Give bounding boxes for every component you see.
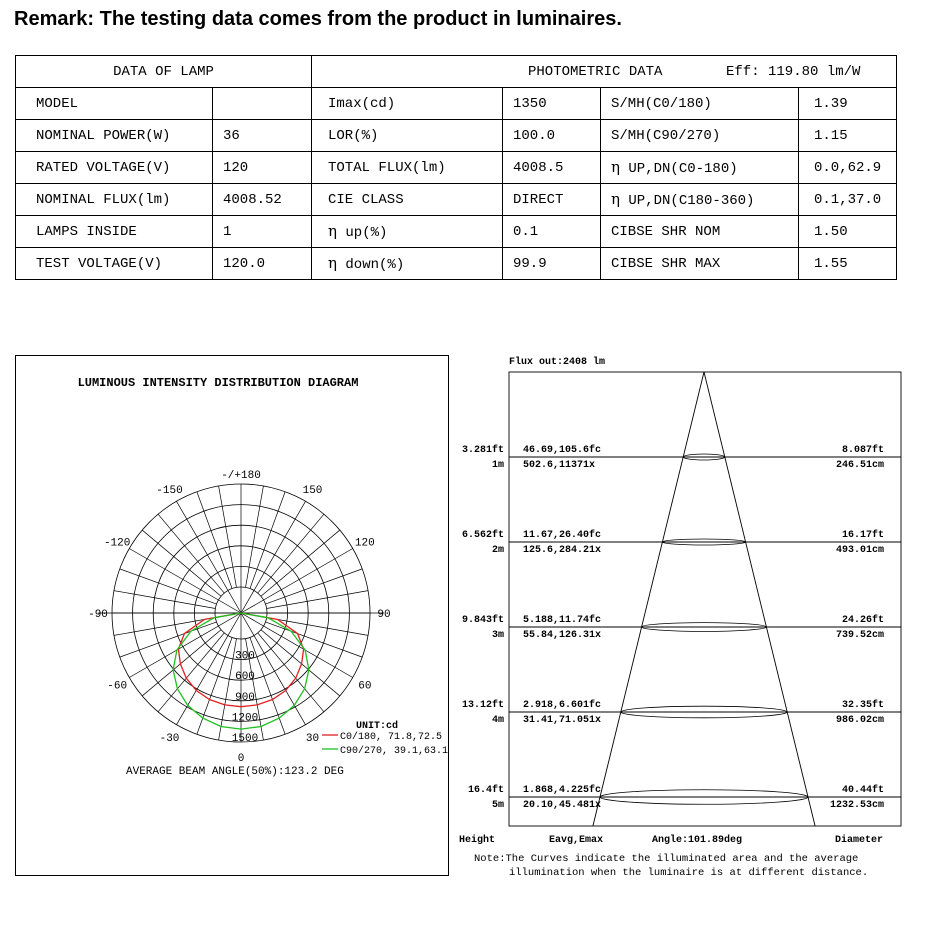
param-value [213, 120, 312, 152]
diameter-cm: 1232.53cm [829, 800, 884, 811]
illuminance-fc: 2.918,6.601fc [523, 700, 602, 711]
polar-spoke [120, 622, 217, 657]
param-value [213, 184, 312, 216]
param-label-text: LAMPS INSIDE [36, 223, 137, 240]
polar-ring-label: 900 [235, 691, 255, 704]
diameter-ft: 32.35ft [841, 700, 884, 711]
param-value-text: 120 [223, 159, 249, 176]
polar-spoke [114, 591, 215, 609]
footer-diameter: Diameter [834, 835, 883, 846]
cone-edge-right [704, 372, 815, 826]
param-value-text: 1 [223, 223, 232, 240]
param-label-text: NOMINAL FLUX(lm) [36, 191, 171, 208]
note-line-1: Note:The Curves indicate the illuminated area and the average [474, 853, 859, 865]
polar-angle-label: -150 [156, 485, 183, 498]
illuminance-fc: 5.188,11.74fc [523, 615, 602, 626]
photo-value-text: 4008.5 [513, 159, 564, 176]
photo-label [312, 216, 503, 248]
polar-spoke [197, 492, 232, 589]
param-value-text: 36 [223, 127, 240, 144]
table-row [16, 152, 897, 184]
polar-ring-label: 600 [235, 671, 255, 684]
polar-spoke [219, 639, 237, 740]
photo-label-2-text: S/MH(C90/270) [611, 127, 721, 144]
illuminance-fc: 46.69,105.6fc [523, 445, 602, 456]
photo-label-text: Imax(cd) [328, 95, 396, 112]
photo-value-2 [799, 152, 897, 184]
photo-label-text: up(%) [345, 225, 388, 241]
illuminance-lx: 55.84,126.31x [523, 630, 602, 641]
eta-symbol: η [611, 158, 620, 176]
photo-value-2 [799, 88, 897, 120]
photo-label [312, 88, 503, 120]
polar-spoke [250, 492, 285, 589]
param-label [16, 152, 213, 184]
photo-value-text: 99.9 [513, 255, 547, 272]
illuminance-fc: 1.868,4.225fc [523, 785, 602, 796]
param-label-text: MODEL [36, 95, 79, 112]
height-m: 1m [491, 460, 504, 471]
polar-unit-label: UNIT:cd [356, 721, 399, 732]
param-label-text: TEST VOLTAGE(V) [36, 255, 163, 272]
diameter-ft: 24.26ft [841, 615, 884, 626]
height-ft: 16.4ft [467, 785, 504, 796]
polar-spoke [267, 591, 368, 609]
height-m: 5m [491, 800, 504, 811]
polar-angle-label: 120 [354, 537, 375, 550]
photo-label-2-text: UP,DN(C180-360) [628, 193, 755, 209]
param-value-text: 120.0 [223, 255, 266, 272]
polar-ring-label: 1200 [231, 712, 259, 725]
polar-spoke [265, 569, 362, 604]
photo-value-2-text: 1.15 [814, 127, 848, 144]
photo-label [312, 248, 503, 280]
height-m: 4m [491, 715, 504, 726]
table-row [16, 88, 897, 120]
illuminance-lx: 502.6,11371x [523, 460, 596, 471]
param-label [16, 184, 213, 216]
polar-angle-label: 30 [305, 732, 320, 745]
diameter-ft: 8.087ft [841, 445, 884, 456]
polar-diagram-panel [15, 355, 449, 876]
cone-edge-left [593, 372, 704, 826]
table-row [16, 120, 897, 152]
photo-value-text: 1350 [513, 95, 547, 112]
param-label [16, 248, 213, 280]
height-ft: 9.843ft [461, 615, 504, 626]
polar-spoke [258, 514, 324, 593]
eta-symbol: η [328, 222, 337, 240]
table-row [16, 216, 897, 248]
footer-height: Height [459, 835, 496, 846]
polar-spoke [158, 514, 224, 593]
param-label [16, 88, 213, 120]
photo-value [503, 88, 601, 120]
photo-label-2 [601, 216, 799, 248]
photo-value-2 [799, 216, 897, 248]
param-value [213, 152, 312, 184]
polar-angle-label: -30 [159, 732, 180, 745]
photo-label-2-text: S/MH(C0/180) [611, 95, 712, 112]
height-m: 2m [491, 545, 504, 556]
photo-label-text: LOR(%) [328, 127, 379, 144]
photo-label-2-text: CIBSE SHR NOM [611, 223, 721, 240]
polar-spoke [261, 530, 340, 596]
polar-angle-label: 150 [302, 485, 323, 498]
polar-spoke [246, 486, 264, 587]
photo-value-text: DIRECT [513, 191, 564, 208]
param-label-text: RATED VOLTAGE(V) [36, 159, 171, 176]
polar-angle-label: 0 [237, 753, 245, 765]
footer-angle: Angle:101.89deg [652, 835, 743, 846]
param-label-text: NOMINAL POWER(W) [36, 127, 171, 144]
header-data-of-lamp: DATA OF LAMP [16, 56, 312, 88]
photo-value [503, 248, 601, 280]
eta-symbol: η [328, 254, 337, 272]
illuminance-fc: 11.67,26.40fc [523, 530, 602, 541]
photo-label-text: TOTAL FLUX(lm) [328, 159, 446, 176]
photo-label-2 [601, 88, 799, 120]
polar-spoke [142, 530, 221, 596]
param-value-text: 4008.52 [223, 191, 282, 208]
param-value [213, 216, 312, 248]
illuminance-lx: 125.6,284.21x [523, 545, 602, 556]
photo-label-2 [601, 152, 799, 184]
height-ft: 3.281ft [461, 445, 504, 456]
polar-spoke [219, 486, 237, 587]
eta-symbol: η [611, 190, 620, 208]
legend-entry: C90/270, 39.1,63.1 [340, 746, 449, 757]
illuminance-lx: 20.10,45.481x [523, 800, 602, 811]
photo-value-2-text: 1.55 [814, 255, 848, 272]
photo-value-text: 0.1 [513, 223, 539, 240]
polar-angle-label: 90 [377, 609, 391, 621]
photo-label-2 [601, 248, 799, 280]
height-ft: 6.562ft [461, 530, 504, 541]
photo-label-2 [601, 120, 799, 152]
photo-value-2-text: 1.39 [814, 95, 848, 112]
beam-angle-label: AVERAGE BEAM ANGLE(50%):123.2 DEG [126, 766, 344, 778]
photo-label-2-text: UP,DN(C0-180) [628, 161, 738, 177]
photo-label-text: down(%) [345, 257, 405, 273]
photo-value [503, 184, 601, 216]
photo-value [503, 152, 601, 184]
param-label [16, 216, 213, 248]
polar-spoke [120, 569, 217, 604]
polar-spoke [158, 633, 224, 712]
polar-spoke [265, 622, 362, 657]
photo-value-2 [799, 184, 897, 216]
remark-heading: Remark: The testing data comes from the product in luminaires. [14, 8, 622, 30]
diameter-cm: 246.51cm [835, 460, 884, 471]
polar-angle-label: -/+180 [221, 470, 261, 482]
polar-spoke [197, 637, 232, 734]
photo-label [312, 152, 503, 184]
header-photometric [312, 56, 897, 88]
table-header-row [16, 56, 897, 88]
photometric-spec-table [15, 55, 897, 280]
header-efficacy: Eff: 119.80 lm/W [726, 64, 861, 80]
height-m: 3m [491, 630, 504, 641]
height-ft: 13.12ft [461, 700, 504, 711]
photo-value-2-text: 1.50 [814, 223, 848, 240]
polar-spoke [258, 633, 324, 712]
table-row [16, 248, 897, 280]
diameter-cm: 493.01cm [835, 545, 884, 556]
polar-angle-label: -60 [107, 680, 128, 693]
diameter-ft: 40.44ft [841, 785, 884, 796]
photo-value-2 [799, 248, 897, 280]
photo-value [503, 120, 601, 152]
flux-out-label: Flux out:2408 lm [509, 357, 606, 368]
photo-label-text: CIE CLASS [328, 191, 404, 208]
table-row [16, 184, 897, 216]
illuminance-cone-panel [449, 355, 937, 876]
photo-label [312, 120, 503, 152]
photo-value-2-text: 0.1,37.0 [814, 191, 882, 208]
diameter-cm: 986.02cm [835, 715, 884, 726]
polar-diagram [16, 356, 450, 877]
photo-label [312, 184, 503, 216]
diameter-ft: 16.17ft [841, 530, 884, 541]
polar-angle-label: -120 [103, 537, 131, 550]
photo-value-text: 100.0 [513, 127, 556, 144]
footer-eavg: Eavg,Emax [549, 835, 604, 846]
photo-value-2 [799, 120, 897, 152]
param-value [213, 248, 312, 280]
note-line-2: illumination when the luminaire is at different distance. [509, 867, 869, 876]
legend-entry: C0/180, 71.8,72.5 [340, 732, 443, 743]
polar-title: LUMINOUS INTENSITY DISTRIBUTION DIAGRAM [77, 376, 359, 390]
polar-ring-label: 300 [235, 650, 255, 663]
photo-label-2 [601, 184, 799, 216]
param-value [213, 88, 312, 120]
polar-angle-label: -90 [88, 609, 108, 621]
illuminance-lx: 31.41,71.051x [523, 715, 602, 726]
cone-frame [509, 372, 901, 826]
diameter-cm: 739.52cm [835, 630, 884, 641]
polar-angle-label: 60 [358, 680, 372, 693]
illuminance-cone-diagram [449, 355, 937, 876]
header-photometric-label: PHOTOMETRIC DATA [528, 64, 663, 80]
photo-value [503, 216, 601, 248]
photo-label-2-text: CIBSE SHR MAX [611, 255, 721, 272]
photo-value-2-text: 0.0,62.9 [814, 159, 882, 176]
param-label [16, 120, 213, 152]
polar-ring-label: 1500 [231, 733, 259, 745]
